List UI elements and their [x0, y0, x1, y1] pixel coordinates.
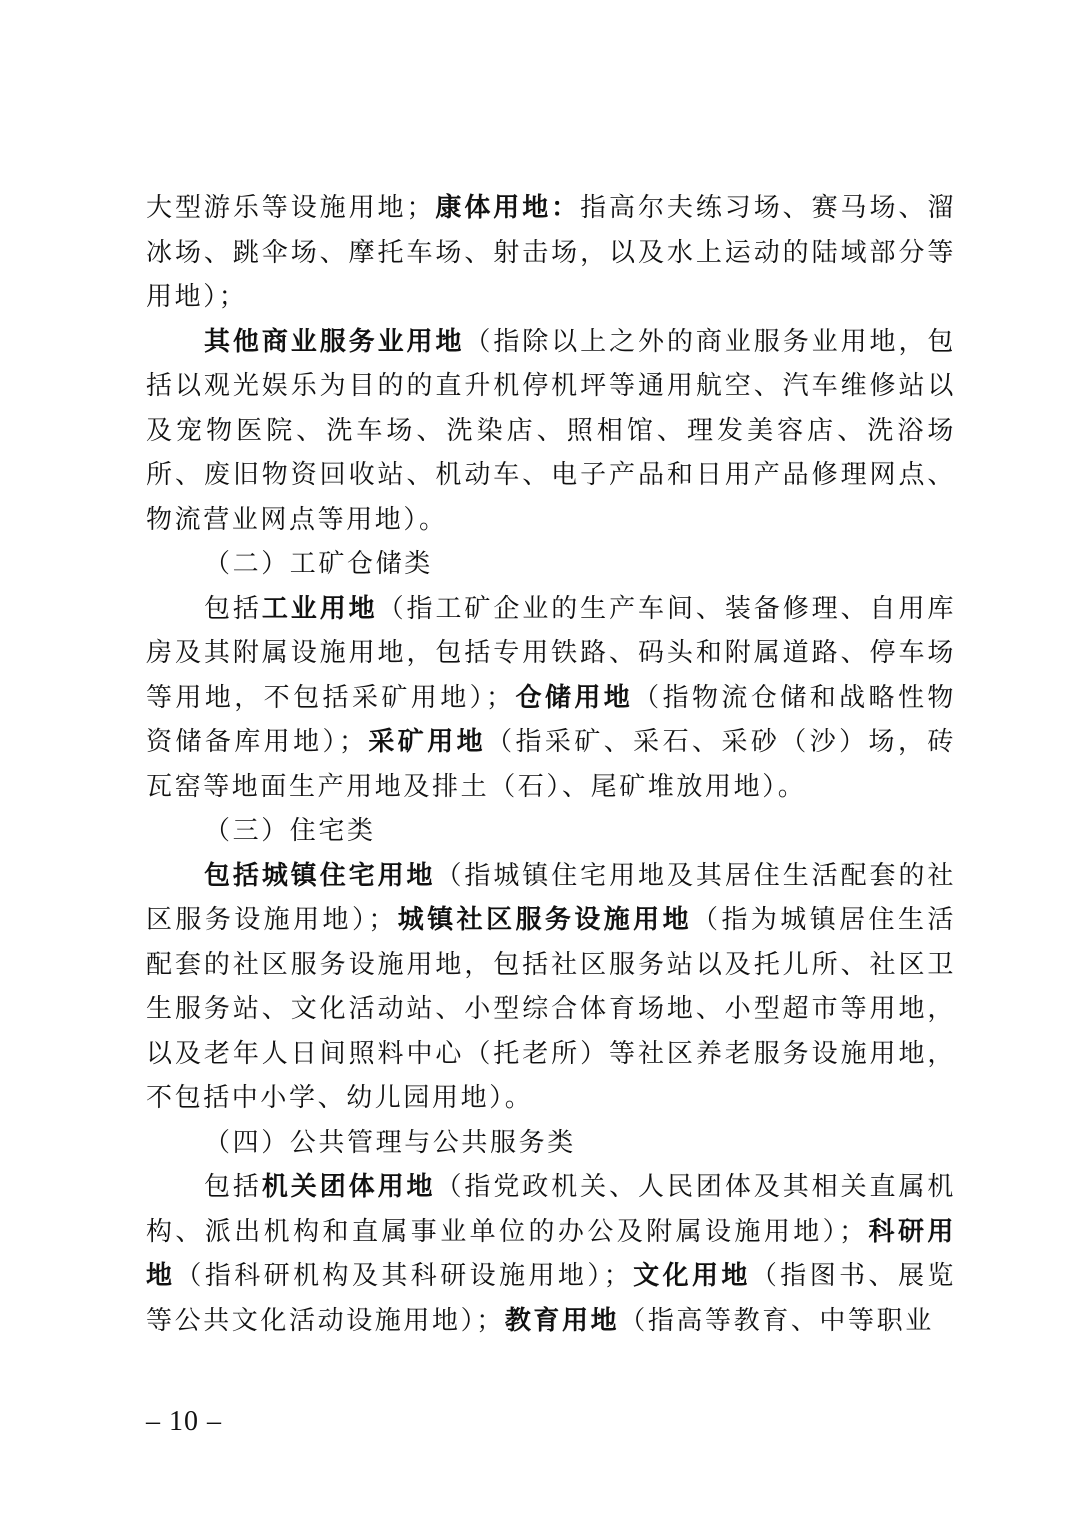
paragraph-public-service [146, 1165, 956, 1343]
term-other-commercial-land: 其他商业服务业用地 [204, 326, 465, 357]
body-text [146, 186, 956, 1343]
term-education-land: 教育用地 [504, 1305, 620, 1336]
text-run: （指除以上之外的商业服务业用地，包括以观光娱乐为目的的直升机停机坪等通用航空、汽车维修站以及宠物医院、洗车场、洗染店、照相馆、理发美容店、洗浴场所、废旧物资回收站、机动车、电子产品和日用产品修理网点、物流营业网点等用地）。 [146, 326, 956, 535]
text-run: 包括 [204, 593, 262, 624]
page-number: – 10 – [146, 1406, 222, 1437]
text-run: （指物流仓储和战略性物资储备库用地）； [146, 682, 956, 757]
text-run: 包括 [204, 1172, 262, 1202]
text-run: （指采矿、采石、采砂（沙）场，砖瓦窑等地面生产用地及排土（石）、尾矿堆放用地）。 [146, 727, 956, 802]
term-community-service-land: 城镇社区服务设施用地 [396, 905, 693, 935]
text-run: （指高等教育、中等职业 [619, 1305, 934, 1336]
section-heading-2: （二）工矿仓储类 [204, 549, 433, 579]
term-kangti-land: 康体用地： [435, 193, 581, 223]
paragraph-industrial [146, 587, 956, 810]
text-run: （指党政机关、人民团体及其相关直属机构、派出机构和直属事业单位的办公及附属设施用地）； [146, 1172, 956, 1247]
term-government-land: 机关团体用地 [261, 1172, 436, 1202]
term-urban-residential-land: 包括城镇住宅用地 [204, 860, 436, 891]
paragraph-recreation [146, 186, 956, 320]
text-run: 大型游乐等设施用地； [146, 193, 436, 223]
term-culture-land: 文化用地 [632, 1261, 751, 1291]
term-mining-land: 采矿用地 [367, 727, 487, 757]
term-storage-land: 仓储用地 [514, 682, 634, 713]
term-industrial-land: 工业用地 [261, 593, 378, 624]
paragraph-other-commercial [146, 320, 956, 543]
text-run: （指科研机构及其科研设施用地）； [175, 1261, 633, 1291]
section-heading-4: （四）公共管理与公共服务类 [204, 1127, 576, 1158]
paragraph-residential [146, 854, 956, 1121]
text-run: （指城镇住宅用地及其居住生活配套的社区服务设施用地）； [146, 860, 956, 935]
text-run: （指为城镇居住生活配套的社区服务设施用地，包括社区服务站以及托儿所、社区卫生服务站、文化活动站、小型综合体育场地、小型超市等用地，以及老年人日间照料中心（托老所）等社区养老服务设施用地，不包括中小学、幼儿园用地）。 [146, 905, 957, 1113]
text-run: 指高尔夫练习场、赛马场、溜冰场、跳伞场、摩托车场、射击场，以及水上运动的陆域部分等用地）； [146, 193, 956, 312]
section-heading-3: （三）住宅类 [204, 816, 376, 846]
text-run: （指图书、展览等公共文化活动设施用地）； [146, 1261, 956, 1336]
term-research-land: 科研用地 [146, 1216, 956, 1291]
text-run: （指工矿企业的生产车间、装备修理、自用库房及其附属设施用地，包括专用铁路、码头和附属道路、停车场等用地，不包括采矿用地）； [146, 593, 956, 713]
